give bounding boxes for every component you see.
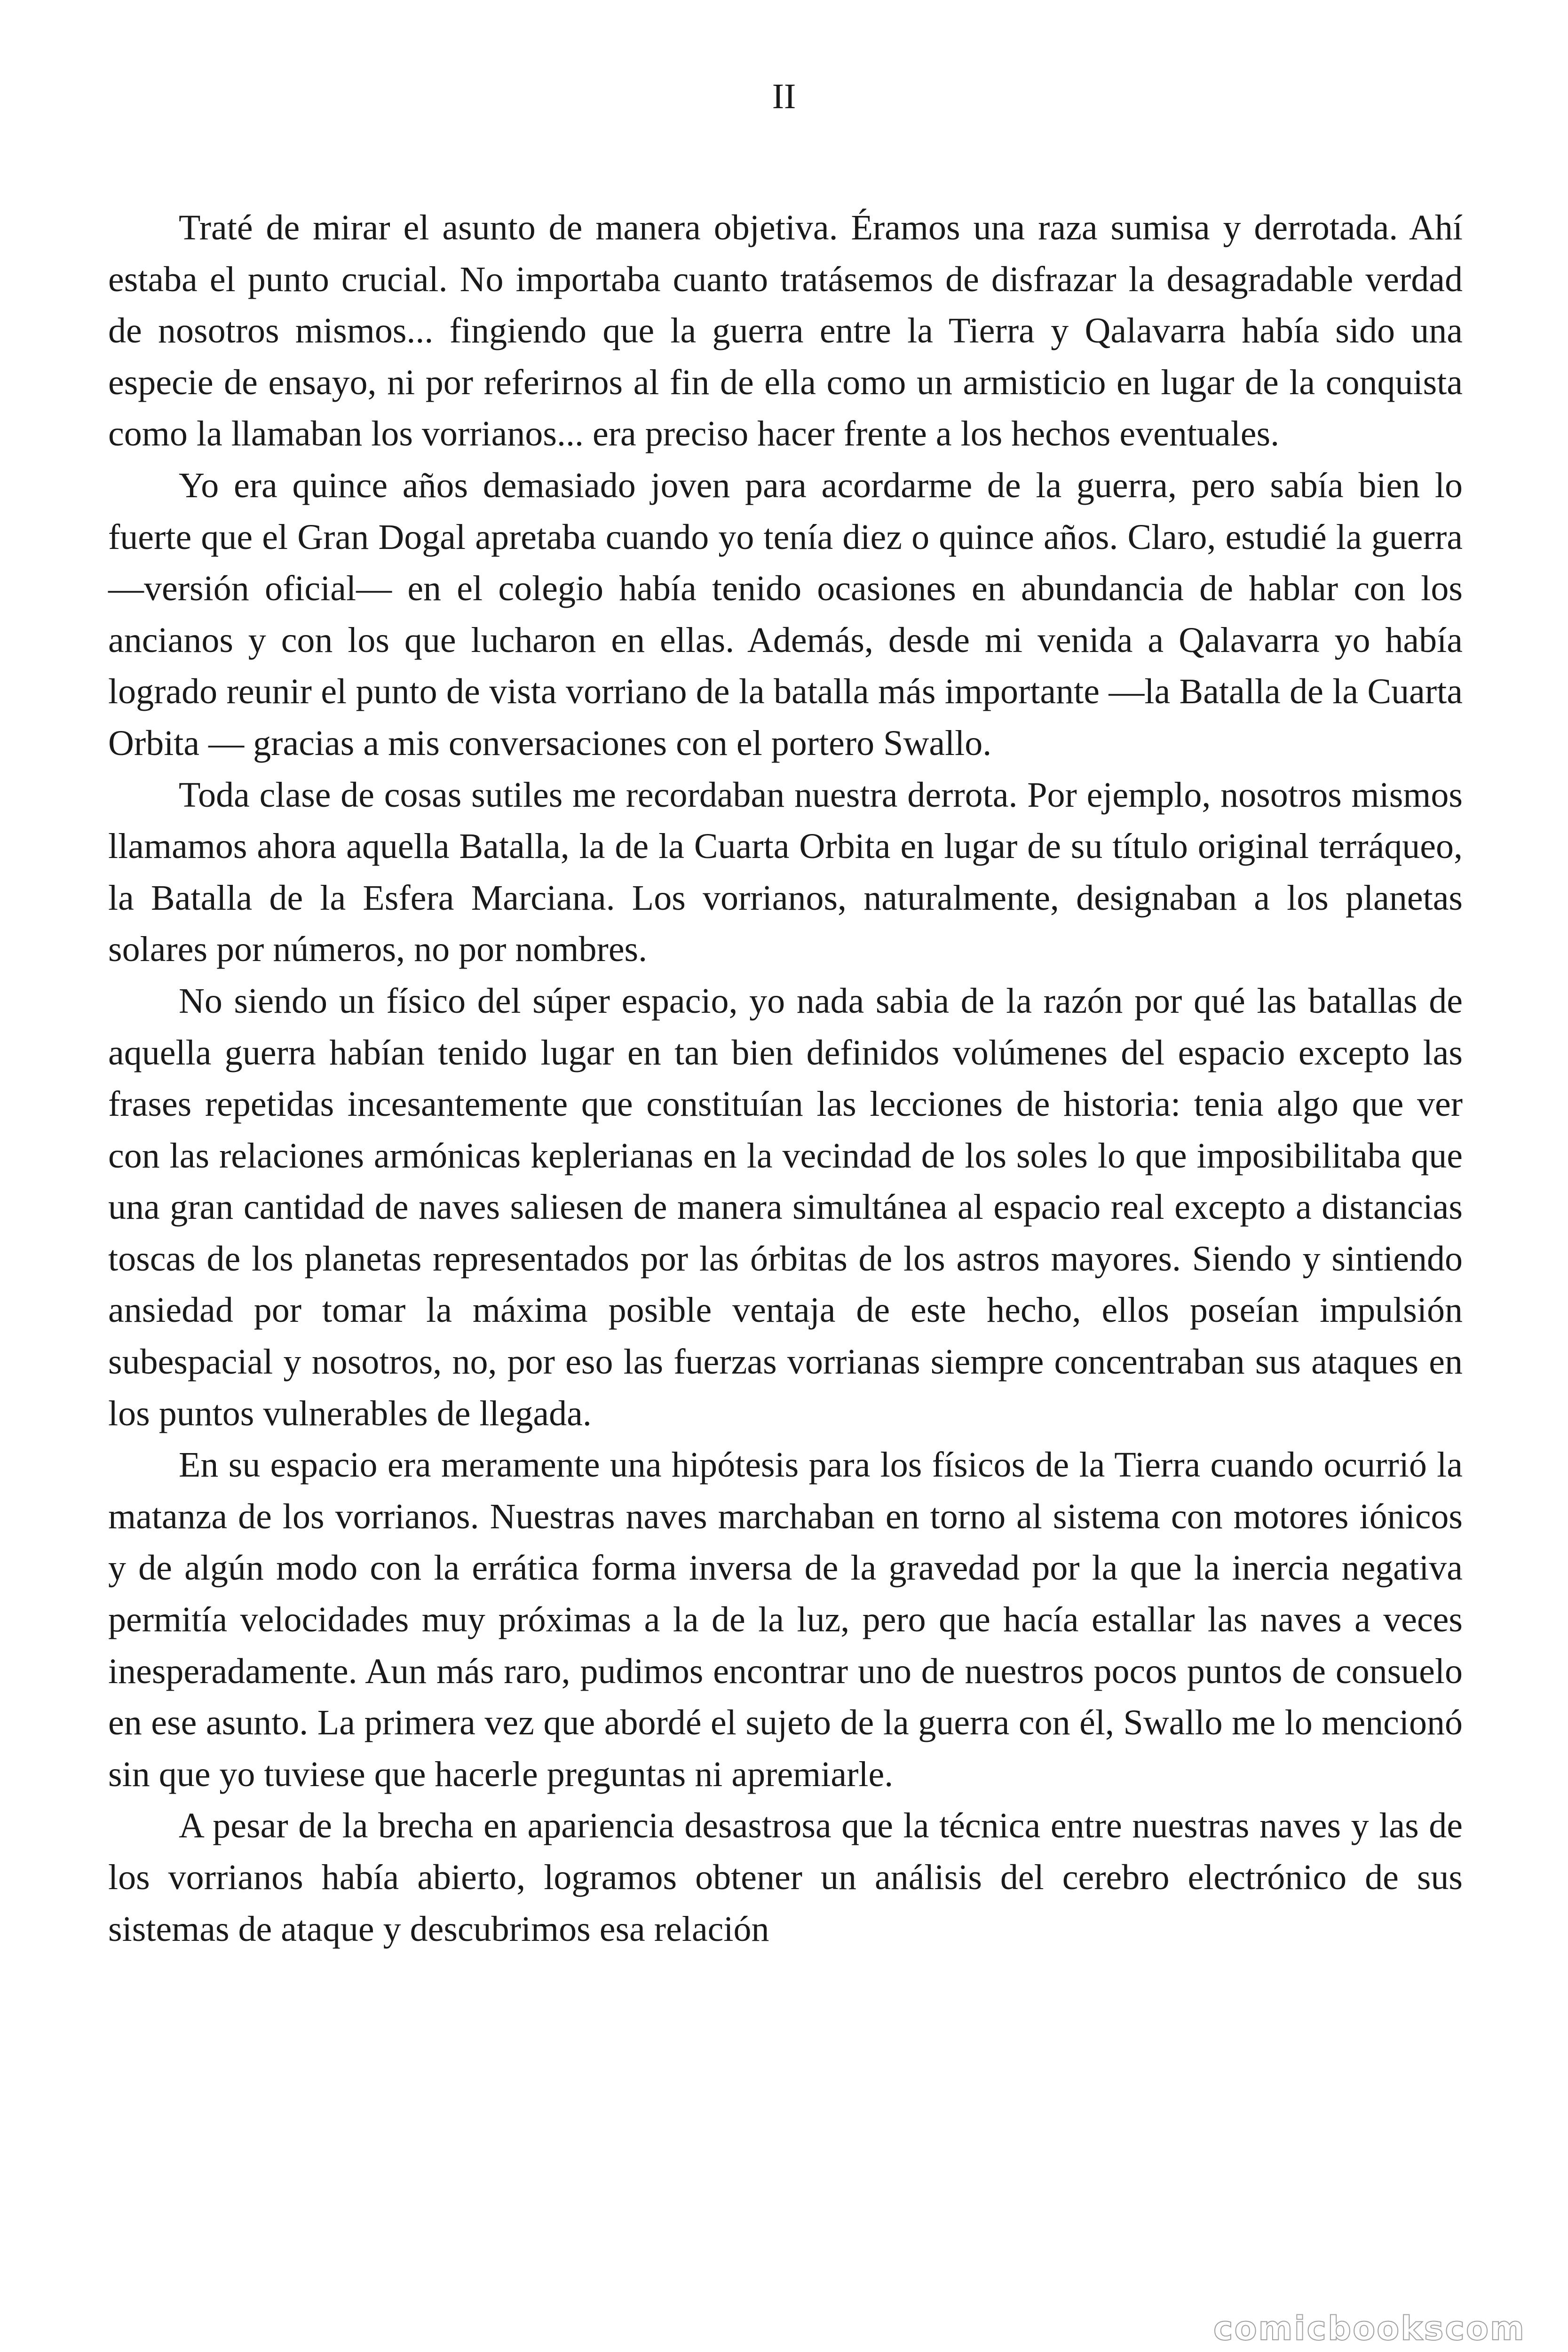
paragraph-1: Traté de mirar el asunto de manera objetiva. Éramos una raza sumisa y derrotada. Ahí estaba el punto crucial. No importaba cuanto tratásemos de disfrazar la desagradable verdad de nosotros mismos... fingiendo que la guerra entre la Tierra y Qalavarra había sido una especie de ensayo, ni por referirnos al fin de ella como un armisticio en lugar de la conquista como la llamaban los vorrianos... era preciso hacer frente a los hechos eventuales. xyxy=(108,208,1463,454)
paragraph-4: No siendo un físico del súper espacio, yo nada sabia de la razón por qué las batallas de aquella guerra habían tenido lugar en tan bien definidos volúmenes del espacio excepto las frases repetidas incesantemente que constituían las lecciones de historia: tenia algo que ver con las relaciones armónicas keplerianas en la vecindad de los soles lo que imposibilitaba que una gran cantidad de naves saliesen de manera simultánea al espacio real excepto a distancias toscas de los planetas representados por las órbitas de los astros mayores. Siendo y sintiendo ansiedad por tomar la máxima posible ventaja de este hecho, ellos poseían impulsión subespacial y nosotros, no, por eso las fuerzas vorrianas siempre concentraban sus ataques en los puntos vulnerables de llegada. xyxy=(108,981,1463,1433)
paragraph-5: En su espacio era meramente una hipótesis para los físicos de la Tierra cuando ocurrió la matanza de los vorrianos. Nuestras naves marchaban en torno al sistema con motores iónicos y de algún modo con la errática forma inversa de la gravedad por la que la inercia negativa permitía velocidades muy próximas a la de la luz, pero que hacía estallar las naves a veces inesperadamente. Aun más raro, pudimos encontrar uno de nuestros pocos puntos de consuelo en ese asunto. La primera vez que abordé el sujeto de la guerra con él, Swallo me lo mencionó sin que yo tuviese que hacerle preguntas ni apremiarle. xyxy=(108,1445,1463,1794)
watermark-logo: comicbookscom xyxy=(1213,2309,1526,2348)
paragraph-3: Toda clase de cosas sutiles me recordaban nuestra derrota. Por ejemplo, nosotros mismos llamamos ahora aquella Batalla, la de la Cuarta Orbita en lugar de su título original terráqueo, la Batalla de la Esfera Marciana. Los vorrianos, naturalmente, designaban a los planetas solares por números, no por nombres. xyxy=(108,775,1463,969)
chapter-body xyxy=(108,202,1463,1955)
chapter-number: II xyxy=(772,77,796,116)
paragraph-6: A pesar de la brecha en apariencia desastrosa que la técnica entre nuestras naves y las de los vorrianos había abierto, logramos obtener un análisis del cerebro electrónico de sus sistemas de ataque y descubrimos esa relación xyxy=(108,1806,1463,1949)
paragraph-2: Yo era quince años demasiado joven para acordarme de la guerra, pero sabía bien lo fuerte que el Gran Dogal apretaba cuando yo tenía diez o quince años. Claro, estudié la guerra —versión oficial— en el colegio había tenido ocasiones en abundancia de hablar con los ancianos y con los que lucharon en ellas. Además, desde mi venida a Qalavarra yo había logrado reunir el punto de vista vorriano de la batalla más importante —la Batalla de la Cuarta Orbita — gracias a mis conversaciones con el portero Swallo. xyxy=(108,465,1463,763)
